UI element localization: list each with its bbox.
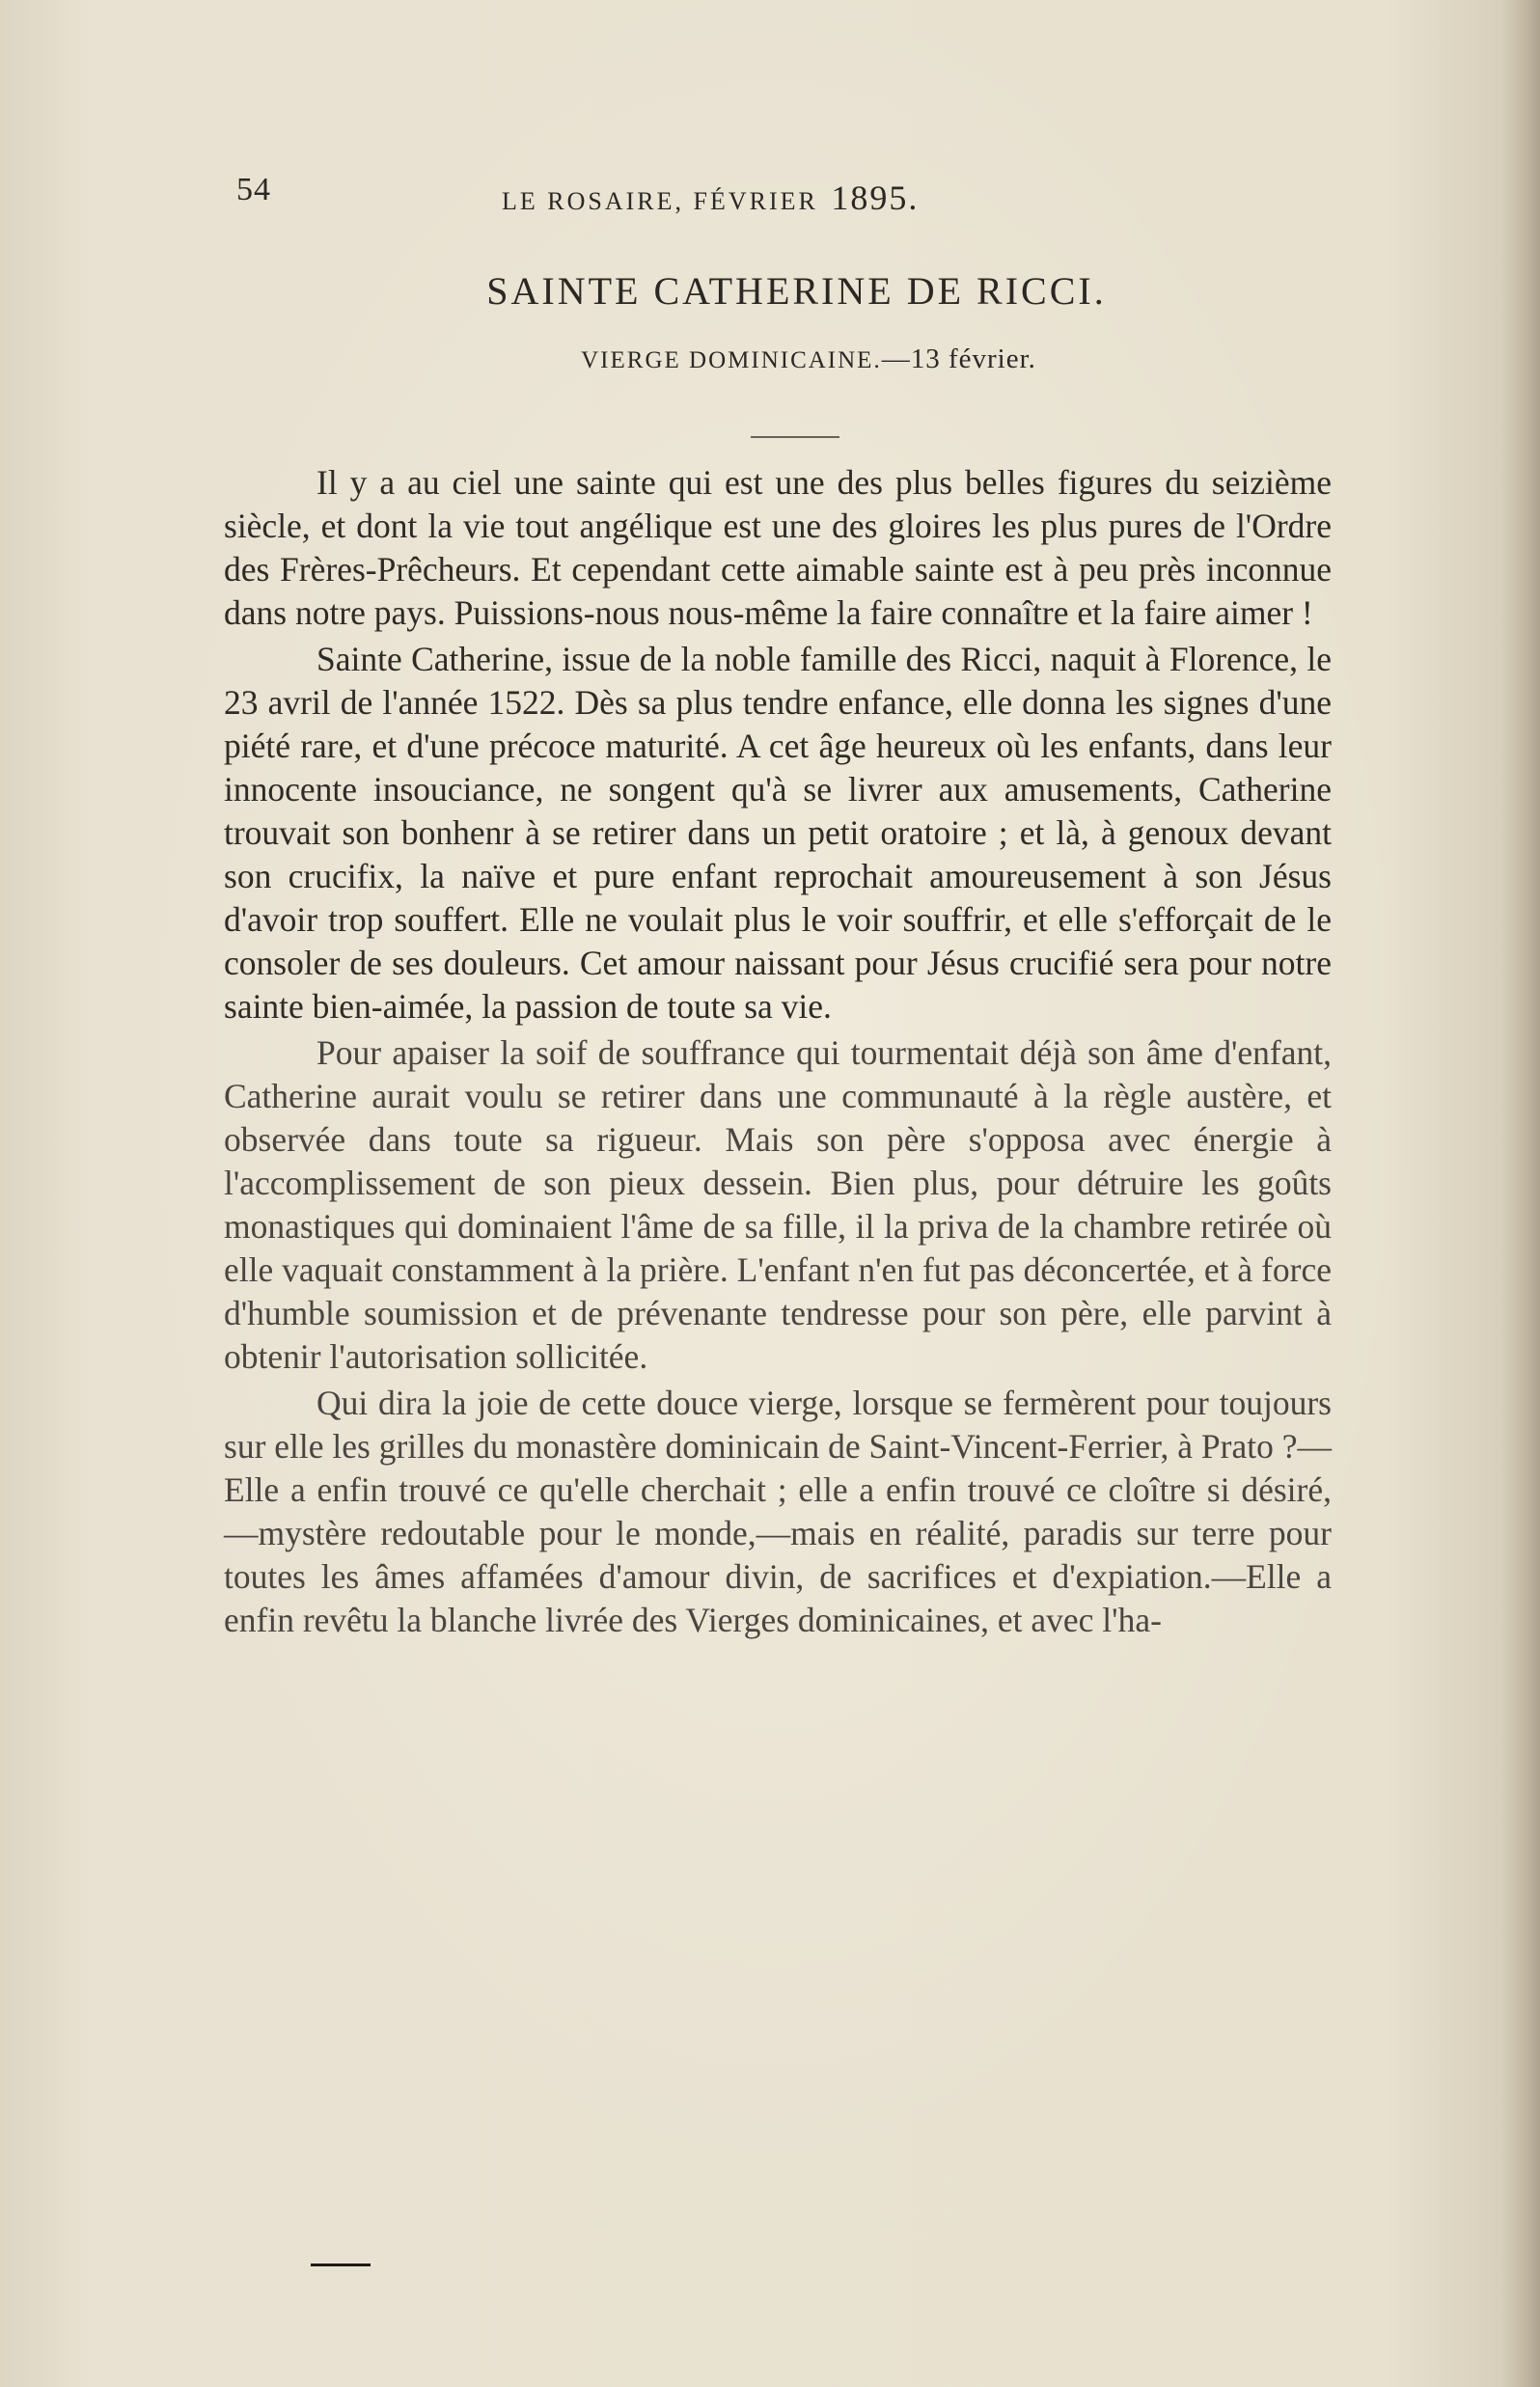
- running-head: [502, 178, 919, 218]
- article-title: SAINTE CATHERINE DE RICCI.: [486, 269, 1107, 313]
- page-number: 54: [236, 172, 271, 207]
- footer-ink-mark: [311, 2264, 371, 2266]
- running-head-year: 1895.: [831, 178, 920, 217]
- page-header: [236, 172, 1356, 230]
- paragraph: Pour apaiser la soif de souffrance qui tourmentait déjà son âme d'enfant, Catherine aurait voulu se retirer dans une communauté à la règle austère, et observée dans toute sa rigueur. Mais son père s'opposa avec énergie à l'accomplissement de son pieux dessein. Bien plus, pour détruire les goûts monastiques qui dominaient l'âme de sa fille, il la priva de la chambre retirée où elle vaquait constamment à la prière. L'enfant n'en fut pas déconcertée, et à force d'humble soumission et de prévenante tendresse pour son père, elle parvint à obtenir l'autorisation sollicitée.: [224, 1033, 1332, 1376]
- subtitle-designation: VIERGE DOMINICAINE.: [581, 347, 882, 373]
- paragraph: Sainte Catherine, issue de la noble famille des Ricci, naquit à Florence, le 23 avril de l'année 1522. Dès sa plus tendre enfance, elle donna les signes d'une piété rare, et d'une précoce maturité. A cet âge heureux où les enfants, dans leur innocente insouciance, ne songent qu'à se livrer aux amusements, Catherine trouvait son bonhenr à se retirer dans un petit oratoire ; et là, à genoux devant son crucifix, la naïve et pure enfant reprochait amoureusement à son Jésus d'avoir trop souffert. Elle ne voulait plus le voir souffrir, et elle s'efforçait de le consoler de ses douleurs. Cet amour naissant pour Jésus crucifié sera pour notre sainte bien-aimée, la passion de toute sa vie.: [224, 640, 1332, 1026]
- article-body: [224, 461, 1332, 1645]
- title-divider: [751, 436, 839, 438]
- article-subtitle: [0, 343, 1540, 375]
- paragraph: Il y a au ciel une sainte qui est une des plus belles figures du seizième siècle, et dont la vie tout angélique est une des gloires les plus pures de l'Ordre des Frères-Prêcheurs. Et cependant cette aimable sainte est à peu près inconnue dans notre pays. Puissions-nous nous-même la faire connaître et la faire aimer !: [224, 463, 1332, 632]
- subtitle-feast-date: —13 février.: [881, 343, 1036, 374]
- running-head-text: LE ROSAIRE, FÉVRIER: [502, 187, 818, 215]
- paragraph: Qui dira la joie de cette douce vierge, lorsque se fermèrent pour toujours sur elle les grilles du monastère dominicain de Saint-Vincent-Ferrier, à Prato ?—Elle a enfin trouvé ce qu'elle cherchait ; elle a enfin trouvé ce cloître si désiré, —mystère redoutable pour le monde,—mais en réalité, paradis sur terre pour toutes les âmes affamées d'amour divin, de sacrifices et d'expiation.—Elle a enfin revêtu la blanche livrée des Vierges dominicaines, et avec l'ha-: [224, 1384, 1332, 1639]
